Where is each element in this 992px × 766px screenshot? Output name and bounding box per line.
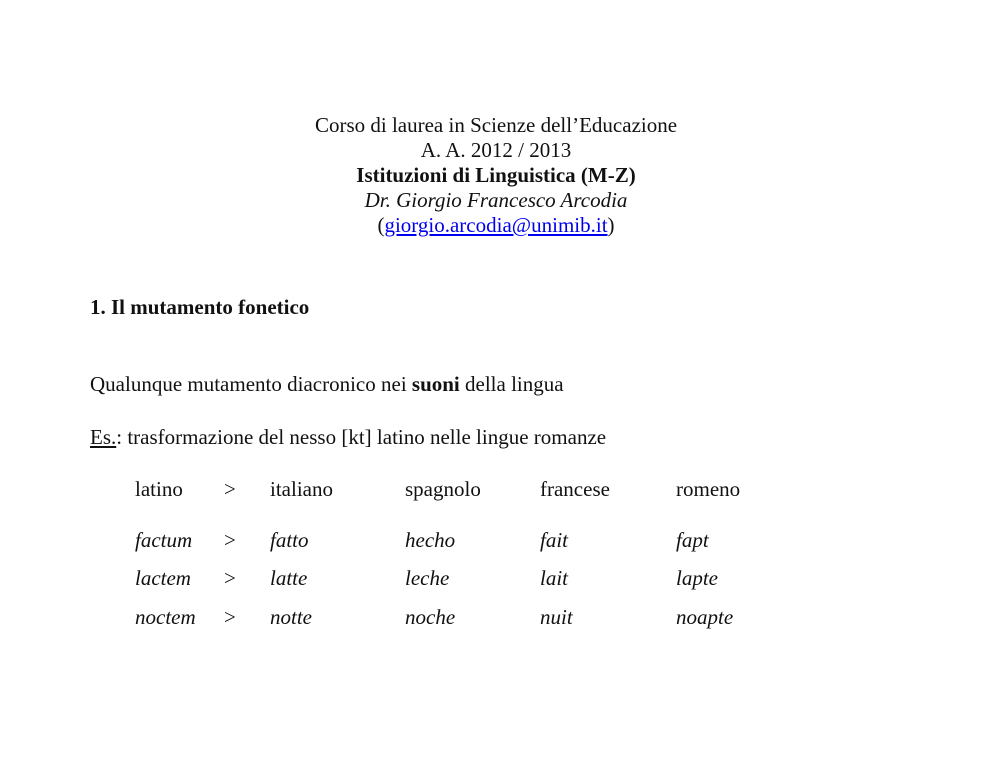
table-cell: noctem (135, 605, 196, 629)
teacher-name: Dr. Giorgio Francesco Arcodia (364, 188, 628, 212)
table-row (0, 566, 992, 592)
table-cell: lapte (676, 566, 718, 590)
email-open-paren: ( (377, 213, 385, 237)
table-header-cell: francese (540, 477, 610, 501)
table-cell: leche (405, 566, 450, 590)
table-cell: lait (540, 566, 569, 590)
table-cell: notte (270, 605, 312, 629)
example-label: Es. (90, 425, 117, 449)
table-cell: nuit (540, 605, 573, 629)
table-cell: latte (270, 566, 308, 590)
example-text: : trasformazione del nesso [kt] latino nelle lingue romanze (116, 425, 607, 449)
table-cell: fapt (676, 528, 709, 552)
table-cell: fatto (270, 528, 309, 552)
table-cell: hecho (405, 528, 456, 552)
table-header-cell: italiano (270, 477, 333, 501)
table-header-cell: romeno (676, 477, 741, 501)
table-row (0, 528, 992, 554)
course-name: Corso di laurea in Scienze dell’Educazione (314, 113, 678, 137)
subject-title: Istituzioni di Linguistica (M-Z) (356, 163, 636, 187)
table-cell: lactem (135, 566, 191, 590)
example-line (90, 425, 606, 450)
table-cell: > (224, 566, 236, 590)
table-header-row (0, 477, 992, 503)
email-line (0, 213, 992, 238)
email-link[interactable]: giorgio.arcodia@unimib.it (384, 213, 608, 237)
table-cell: > (224, 528, 236, 552)
table-cell: noche (405, 605, 456, 629)
table-cell: > (224, 605, 236, 629)
table-cell: fait (540, 528, 569, 552)
table-row (0, 605, 992, 631)
table-header-cell: > (224, 477, 236, 501)
academic-year: A. A. 2012 / 2013 (420, 138, 572, 162)
definition-after: della lingua (459, 372, 564, 396)
definition-text (90, 372, 564, 397)
email-close-paren: ) (607, 213, 615, 237)
definition-before: Qualunque mutamento diacronico nei (90, 372, 412, 396)
table-header-cell: latino (135, 477, 183, 501)
table-cell: factum (135, 528, 193, 552)
document-header (0, 113, 992, 238)
table-cell: noapte (676, 605, 734, 629)
definition-bold: suoni (411, 372, 460, 396)
section-title: 1. Il mutamento fonetico (90, 295, 310, 319)
table-header-cell: spagnolo (405, 477, 481, 501)
